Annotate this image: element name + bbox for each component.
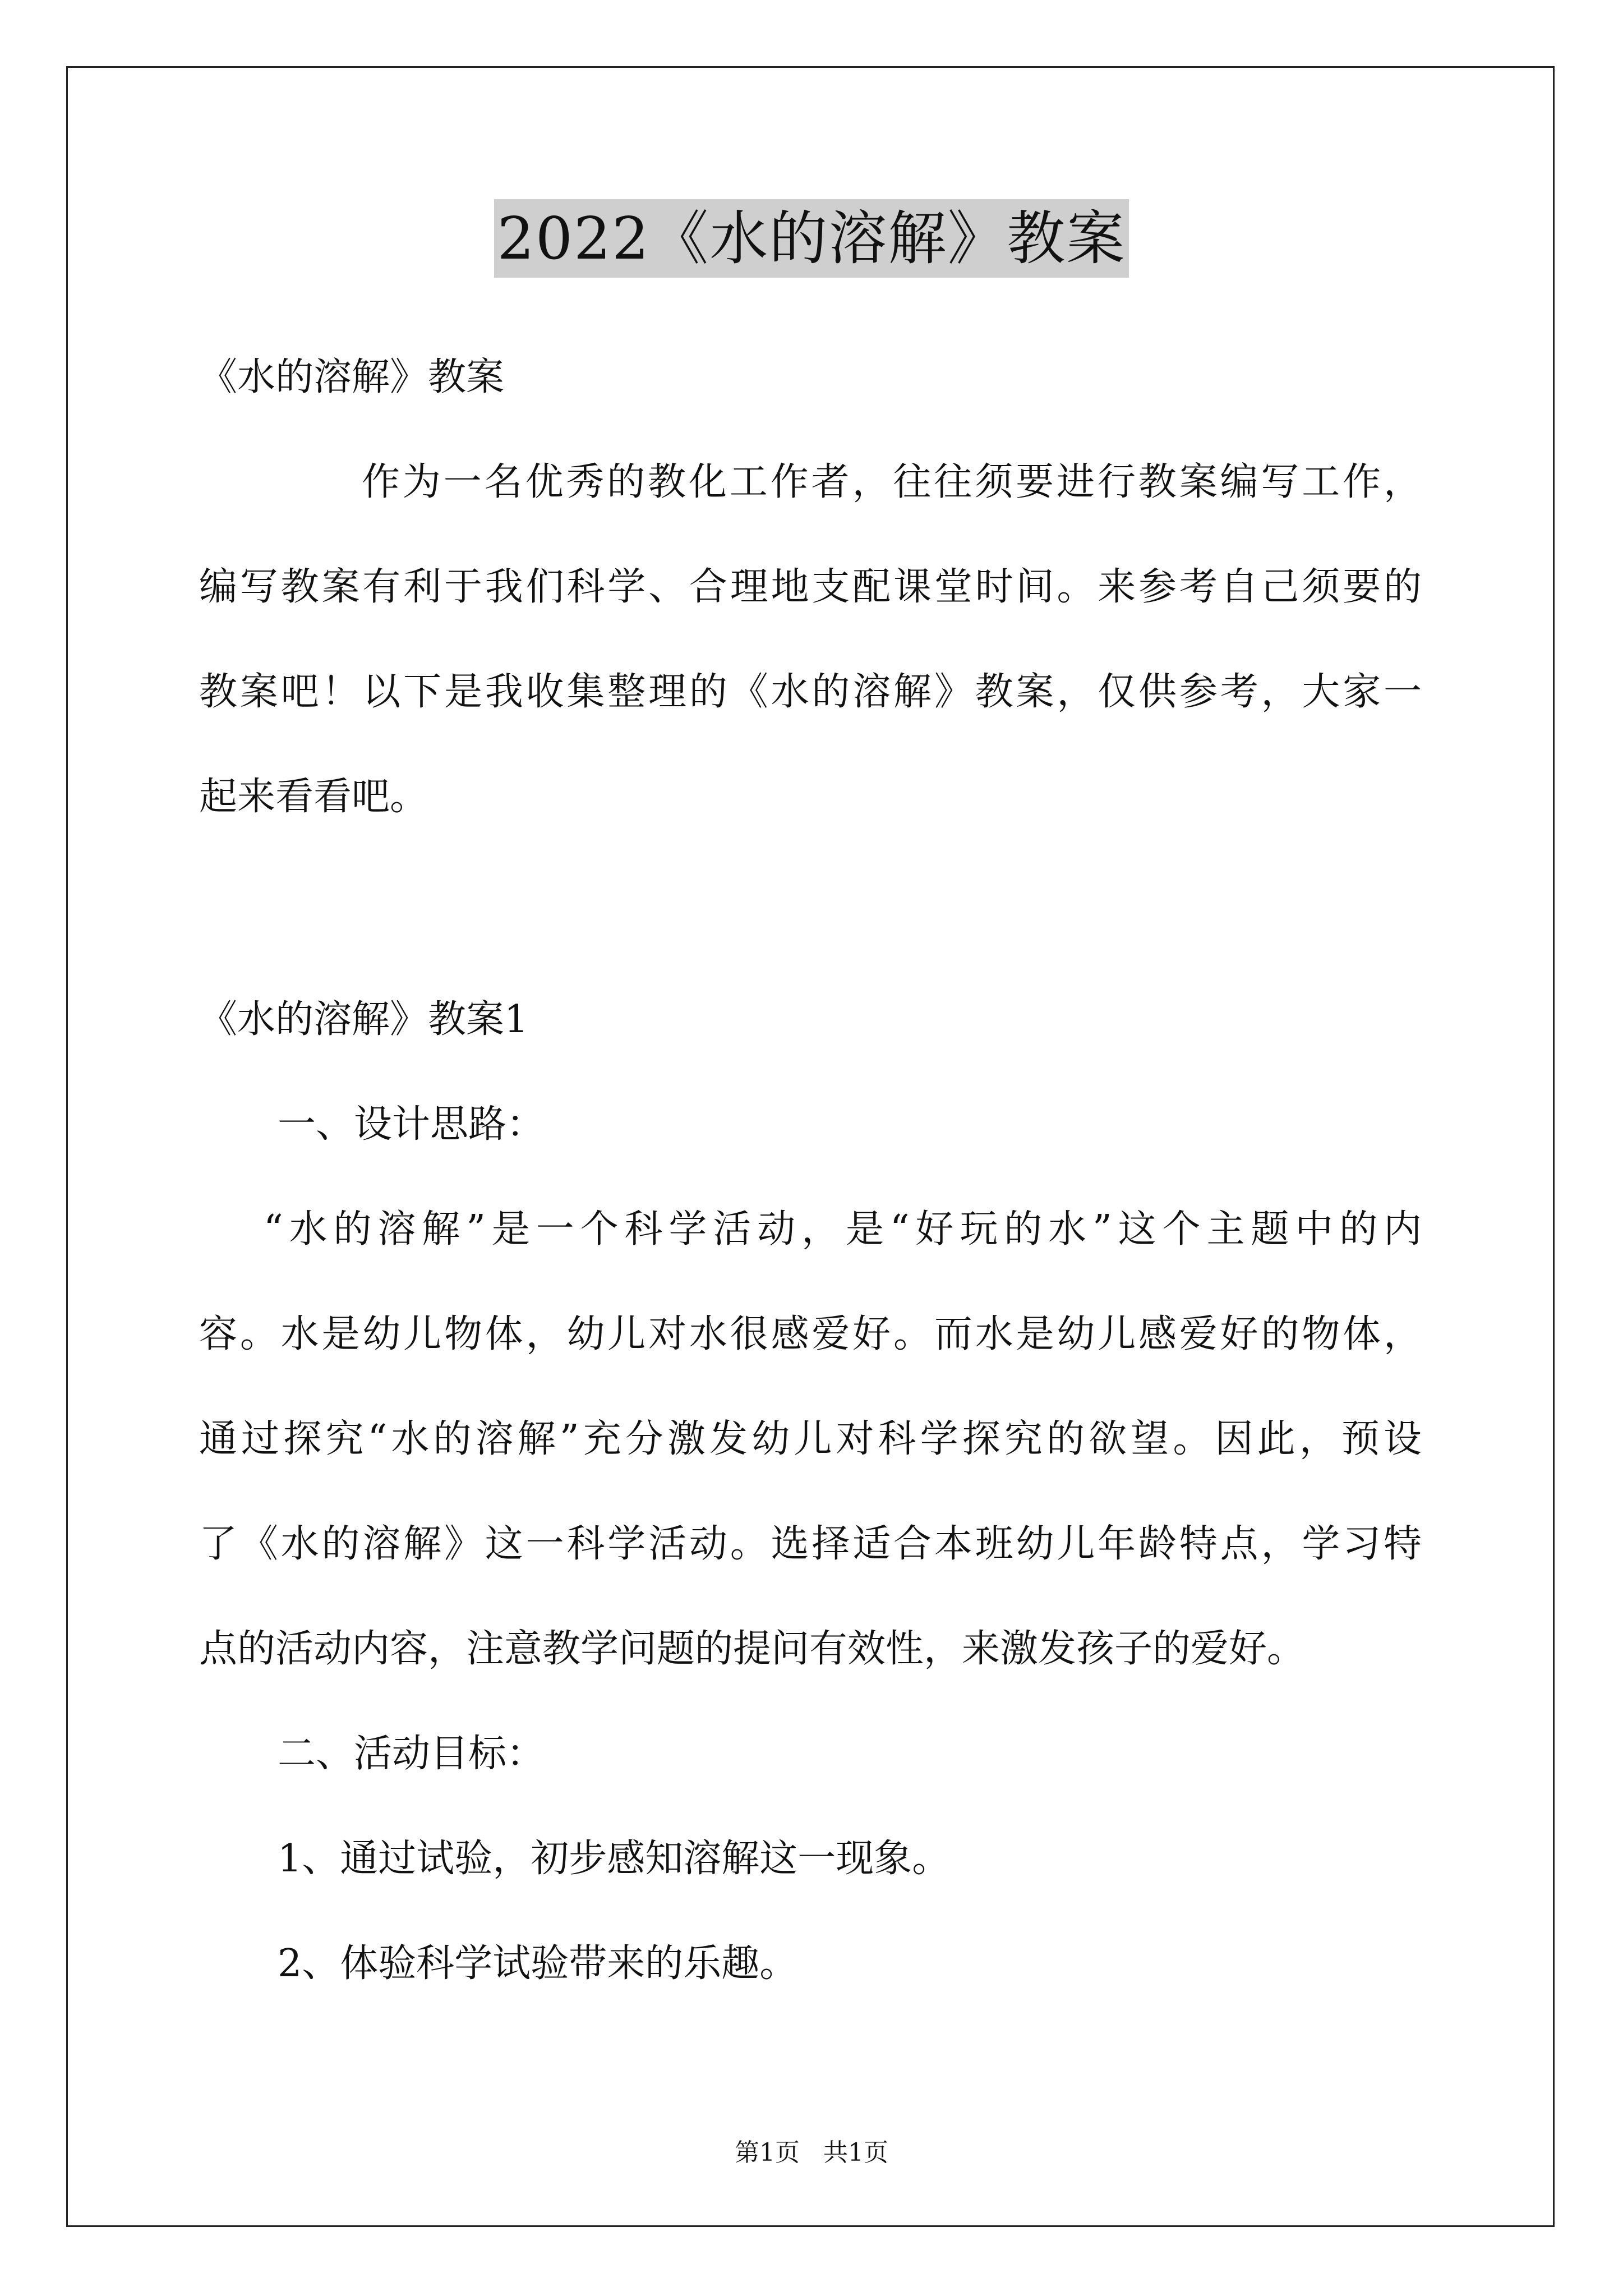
goals-heading: 二、活动目标： — [278, 1732, 545, 1776]
goal-item-2: 2、体验科学试验带来的乐趣。 — [278, 1941, 798, 1986]
page-number-current: 第1页 — [735, 2138, 800, 2167]
subtitle: 《水的溶解》教案 — [199, 355, 505, 399]
design-heading: 一、设计思路： — [278, 1102, 545, 1147]
goal-item-1: 1、通过试验，初步感知溶解这一现象。 — [278, 1837, 951, 1881]
intro-line-3: 教案吧！以下是我收集整理的《水的溶解》教案，仅供参考，大家一 — [199, 670, 1422, 714]
design-line-4: 了《水的溶解》这一科学活动。选择适合本班幼儿年龄特点，学习特 — [199, 1522, 1422, 1566]
intro-line-4: 起来看看吧。 — [199, 775, 428, 819]
design-line-1: “水的溶解”是一个科学活动，是“好玩的水”这个主题中的内 — [264, 1207, 1422, 1251]
design-line-3: 通过探究“水的溶解”充分激发幼儿对科学探究的欲望。因此，预设 — [199, 1417, 1422, 1461]
intro-line-1: 作为一名优秀的教化工作者，往往须要进行教案编写工作， — [362, 460, 1422, 504]
page-number-total: 共1页 — [823, 2138, 888, 2167]
section-heading: 《水的溶解》教案1 — [199, 997, 529, 1042]
document-title: 2022《水的溶解》教案 — [494, 199, 1129, 278]
page-footer — [0, 2137, 1623, 2169]
title-container — [0, 199, 1623, 278]
design-line-5: 点的活动内容，注意教学问题的提问有效性，来激发孩子的爱好。 — [199, 1627, 1306, 1671]
design-line-2: 容。水是幼儿物体，幼儿对水很感爱好。而水是幼儿感爱好的物体， — [199, 1312, 1422, 1356]
intro-line-2: 编写教案有利于我们科学、合理地支配课堂时间。来参考自己须要的 — [199, 565, 1422, 609]
